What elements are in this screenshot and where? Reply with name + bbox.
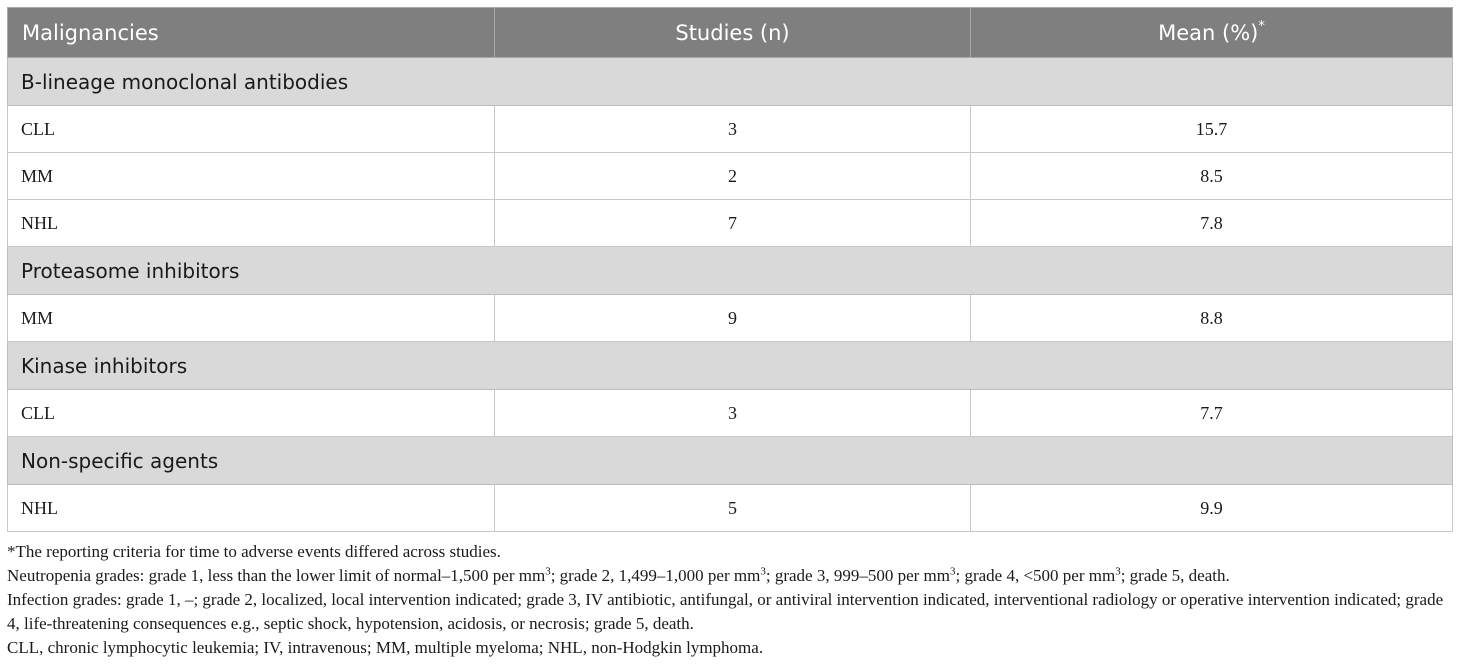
cell-studies: 9 <box>495 295 971 342</box>
section-title: Kinase inhibitors <box>8 342 1453 390</box>
table-row <box>8 295 1453 342</box>
table-header-row <box>8 8 1453 58</box>
neutropenia-text-3: ; grade 3, 999–500 per mm <box>765 566 950 585</box>
section-title: B-lineage monoclonal antibodies <box>8 58 1453 106</box>
neutropenia-text-1: Neutropenia grades: grade 1, less than the lower limit of normal–1,500 per mm <box>7 566 546 585</box>
cell-mean: 7.7 <box>971 390 1453 437</box>
cell-malignancy: MM <box>8 153 495 200</box>
header-mean-label: Mean (%) <box>1158 20 1259 45</box>
neutropenia-text-2: ; grade 2, 1,499–1,000 per mm <box>550 566 761 585</box>
superscript-3: 3 <box>760 565 766 578</box>
neutropenia-text-5: ; grade 5, death. <box>1120 566 1230 585</box>
table-row <box>8 106 1453 153</box>
cell-malignancy: MM <box>8 295 495 342</box>
header-mean <box>971 8 1453 58</box>
footnote-abbreviations: CLL, chronic lymphocytic leukemia; IV, intravenous; MM, multiple myeloma; NHL, non-Hodgkin lymphoma. <box>7 638 764 657</box>
cell-studies: 3 <box>495 106 971 153</box>
neutropenia-text-4: ; grade 4, <500 per mm <box>955 566 1116 585</box>
table-row <box>8 390 1453 437</box>
table-footnotes <box>7 540 1455 660</box>
superscript-3: 3 <box>1115 565 1121 578</box>
cell-mean: 8.8 <box>971 295 1453 342</box>
cell-mean: 15.7 <box>971 106 1453 153</box>
data-table-container <box>7 7 1452 532</box>
superscript-3: 3 <box>949 565 956 578</box>
cell-mean: 8.5 <box>971 153 1453 200</box>
table-body <box>8 58 1453 532</box>
cell-malignancy: CLL <box>8 106 495 153</box>
section-title: Proteasome inhibitors <box>8 247 1453 295</box>
cell-studies: 7 <box>495 200 971 247</box>
section-row <box>8 247 1453 295</box>
cell-malignancy: CLL <box>8 390 495 437</box>
cell-studies: 2 <box>495 153 971 200</box>
data-table <box>7 7 1453 532</box>
cell-malignancy: NHL <box>8 485 495 532</box>
cell-malignancy: NHL <box>8 200 495 247</box>
cell-mean: 9.9 <box>971 485 1453 532</box>
section-row <box>8 437 1453 485</box>
header-studies: Studies (n) <box>495 8 971 58</box>
table-row <box>8 200 1453 247</box>
table-row <box>8 153 1453 200</box>
superscript-3: 3 <box>545 565 551 578</box>
footnote-neutropenia-grades <box>7 564 1455 588</box>
section-row <box>8 58 1453 106</box>
header-mean-asterisk: * <box>1258 18 1265 34</box>
table-row <box>8 485 1453 532</box>
footnote-infection-grades: Infection grades: grade 1, –; grade 2, localized, local intervention indicated; grade 3, IV antibiotic, antifungal, or antiviral intervention indicated, interventional radiology or operative intervention indicated; grade 4, life-threatening consequences e.g., septic shock, hypotension, acidosis, or necrosis; grade 5, death. <box>7 590 1444 633</box>
section-row <box>8 342 1453 390</box>
section-title: Non-specific agents <box>8 437 1453 485</box>
cell-studies: 3 <box>495 390 971 437</box>
footnote-reporting-criteria: *The reporting criteria for time to adverse events differed across studies. <box>7 542 501 561</box>
cell-mean: 7.8 <box>971 200 1453 247</box>
header-malignancies: Malignancies <box>8 8 495 58</box>
cell-studies: 5 <box>495 485 971 532</box>
